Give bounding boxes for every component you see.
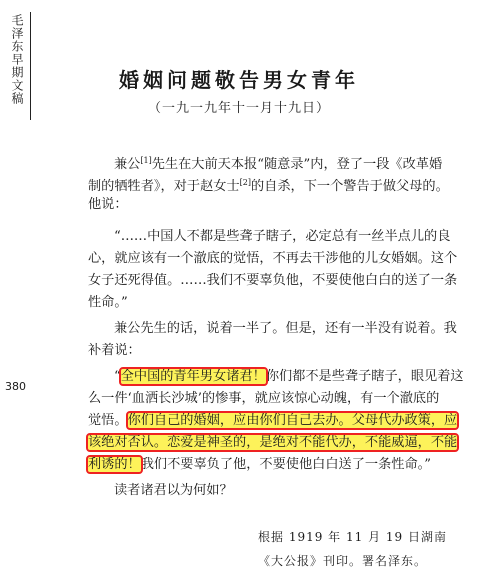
article-date: （一九一九年十一月十九日） [147, 101, 330, 116]
highlight-youth-address: 全中国的青年男女诸君！ [120, 369, 266, 384]
paragraph-4: “全中国的青年男女诸君！你们都不是些聋子瞎子，眼见着这 么一件‘血洒长沙城’的惨事，就应该惊心动魄，有一个澈底的 觉悟。你们自己的婚姻，应由你们自己去办。父母代办政策，应 该绝对否认。恋爱是神圣的，是绝对不能代办，不能威逼，不能 利诱的！我们不要辜负了他，不要使他白白送了一条性命。” [88, 369, 464, 472]
page-number: 380 [5, 380, 26, 393]
source-note-line-2: 《大公报》刊印。署名泽东。 [258, 554, 428, 568]
paragraph-1: 兼公[1]先生在大前天本报“随意录”内，登了一段《改革婚 制的牺牲者》，对于赵女士[2]的自杀，下一个警告于做父母的。 他说： [88, 156, 449, 212]
source-note-line-1: 根据 1919 年 11 月 19 日湖南 [258, 530, 447, 544]
highlight-love-statement-end: 利诱的！ [88, 457, 141, 472]
article-title: 婚姻问题敬告男女青年 [119, 68, 359, 92]
highlight-love-statement: 该绝对否认。恋爱是神圣的，是绝对不能代办，不能威逼，不能 [88, 435, 458, 450]
paragraph-3: 兼公先生的话，说着一半了。但是，还有一半没有说着。我 补着说： [88, 321, 457, 358]
footnote-ref-1: [1] [140, 156, 152, 165]
highlight-marriage-statement: 你们自己的婚姻，应由你们自己去办。父母代办政策，应 [127, 413, 458, 428]
series-title: 毛泽东早期文稿 [10, 14, 24, 105]
paragraph-2: “……中国人不都是些聋子瞎子，必定总有一丝半点儿的良 心，就应该有一个澈底的觉悟，不再去干涉他的儿女婚姻。这个 女子还死得值。……我们不要辜负他，不要使他白白的送了一条 性命。” [88, 229, 458, 310]
footnote-ref-2: [2] [239, 178, 251, 187]
paragraph-5: 读者诸君以为何如？ [114, 483, 233, 498]
